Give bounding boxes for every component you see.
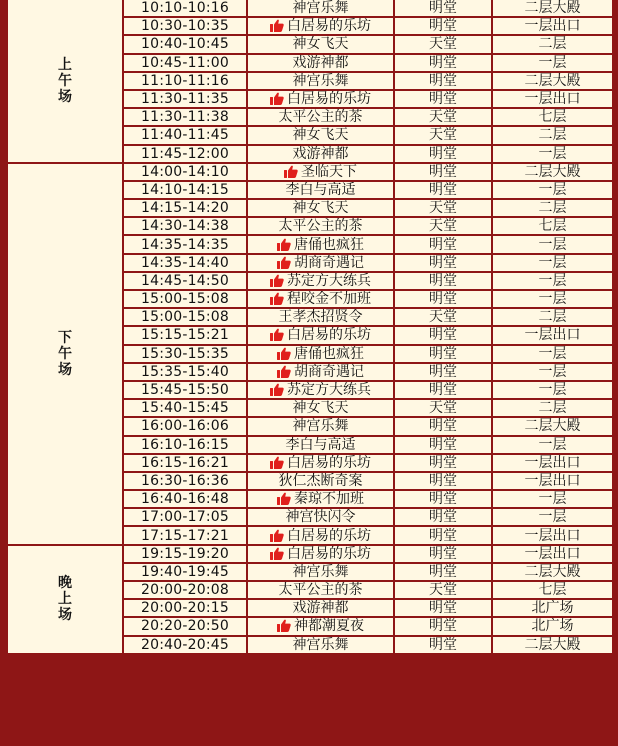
time-cell: 19:40-19:45 xyxy=(123,563,247,581)
show-name: 苏定方大练兵 xyxy=(287,382,371,399)
location-cell: 一层 xyxy=(492,381,613,399)
show-name: 胡商奇遇记 xyxy=(294,363,364,380)
location-cell: 七层 xyxy=(492,108,613,126)
show-cell xyxy=(247,272,394,290)
time-cell: 15:35-15:40 xyxy=(123,363,247,381)
show-name: 神宫快闪令 xyxy=(285,509,356,526)
thumbs-up-icon xyxy=(270,383,284,396)
location-cell: 二层大殿 xyxy=(492,163,613,181)
hall-cell: 明堂 xyxy=(394,381,492,399)
hall-cell: 明堂 xyxy=(394,345,492,363)
hall-cell: 明堂 xyxy=(394,181,492,199)
location-cell: 一层出口 xyxy=(492,472,613,490)
show-name: 唐俑也疯狂 xyxy=(294,236,364,253)
show-name: 戏游神都 xyxy=(292,54,349,71)
time-cell: 11:40-11:45 xyxy=(123,126,247,144)
show-cell xyxy=(247,563,394,581)
time-cell: 15:30-15:35 xyxy=(123,345,247,363)
show-cell xyxy=(247,90,394,108)
location-cell: 一层出口 xyxy=(492,545,613,563)
time-cell: 14:35-14:40 xyxy=(123,254,247,272)
hall-cell: 明堂 xyxy=(394,90,492,108)
show-name: 太平公主的茶 xyxy=(278,218,363,235)
show-name: 秦琼不加班 xyxy=(294,491,364,508)
show-name: 神宫乐舞 xyxy=(292,418,349,435)
hall-cell: 明堂 xyxy=(394,163,492,181)
show-name: 神宫乐舞 xyxy=(292,72,349,89)
location-cell: 一层 xyxy=(492,181,613,199)
location-cell: 一层出口 xyxy=(492,454,613,472)
location-cell: 一层 xyxy=(492,345,613,363)
location-cell: 二层 xyxy=(492,399,613,417)
hall-cell: 明堂 xyxy=(394,472,492,490)
show-name: 神女飞天 xyxy=(292,127,349,144)
location-cell: 二层大殿 xyxy=(492,0,613,17)
show-name: 戏游神都 xyxy=(292,145,349,162)
location-cell: 一层 xyxy=(492,490,613,508)
hall-cell: 明堂 xyxy=(394,599,492,617)
thumbs-up-icon xyxy=(277,619,291,632)
show-cell xyxy=(247,417,394,435)
time-cell: 20:00-20:15 xyxy=(123,599,247,617)
show-cell xyxy=(247,636,394,654)
hall-cell: 明堂 xyxy=(394,563,492,581)
time-cell: 16:00-16:06 xyxy=(123,417,247,435)
time-cell: 11:45-12:00 xyxy=(123,145,247,163)
hall-cell: 明堂 xyxy=(394,326,492,344)
time-cell: 14:35-14:35 xyxy=(123,235,247,253)
time-cell: 14:30-14:38 xyxy=(123,217,247,235)
time-cell: 14:45-14:50 xyxy=(123,272,247,290)
location-cell: 二层 xyxy=(492,126,613,144)
thumbs-up-icon xyxy=(277,492,291,505)
show-cell xyxy=(247,181,394,199)
time-cell: 10:30-10:35 xyxy=(123,17,247,35)
time-cell: 14:10-14:15 xyxy=(123,181,247,199)
time-cell: 15:40-15:45 xyxy=(123,399,247,417)
hall-cell: 明堂 xyxy=(394,0,492,17)
show-cell xyxy=(247,599,394,617)
hall-cell: 明堂 xyxy=(394,490,492,508)
thumbs-up-icon xyxy=(270,529,284,542)
show-name: 神宫乐舞 xyxy=(292,636,349,653)
thumbs-up-icon xyxy=(284,165,298,178)
show-name: 神女飞天 xyxy=(292,400,349,417)
location-cell: 一层出口 xyxy=(492,526,613,544)
hall-cell: 明堂 xyxy=(394,436,492,454)
show-name: 神女飞天 xyxy=(292,200,349,217)
location-cell: 一层 xyxy=(492,508,613,526)
hall-cell: 明堂 xyxy=(394,145,492,163)
thumbs-up-icon xyxy=(270,292,284,305)
time-cell: 11:10-11:16 xyxy=(123,72,247,90)
time-cell: 15:00-15:08 xyxy=(123,290,247,308)
show-name: 白居易的乐坊 xyxy=(287,527,371,544)
location-cell: 一层出口 xyxy=(492,326,613,344)
time-cell: 20:40-20:45 xyxy=(123,636,247,654)
time-cell: 15:45-15:50 xyxy=(123,381,247,399)
show-cell xyxy=(247,436,394,454)
time-cell: 20:00-20:08 xyxy=(123,581,247,599)
schedule-table xyxy=(6,0,614,655)
thumbs-up-icon xyxy=(277,347,291,360)
time-cell: 17:00-17:05 xyxy=(123,508,247,526)
show-cell xyxy=(247,381,394,399)
thumbs-up-icon xyxy=(270,19,284,32)
hall-cell: 明堂 xyxy=(394,54,492,72)
show-cell xyxy=(247,199,394,217)
hall-cell: 明堂 xyxy=(394,417,492,435)
show-cell xyxy=(247,399,394,417)
show-cell xyxy=(247,254,394,272)
show-name: 圣临天下 xyxy=(301,163,357,180)
show-name: 李白与高适 xyxy=(285,181,356,198)
hall-cell: 明堂 xyxy=(394,526,492,544)
show-cell xyxy=(247,581,394,599)
hall-cell: 明堂 xyxy=(394,272,492,290)
session-label-char: 场 xyxy=(58,88,72,105)
location-cell: 一层出口 xyxy=(492,90,613,108)
time-cell: 20:20-20:50 xyxy=(123,617,247,635)
hall-cell: 明堂 xyxy=(394,454,492,472)
location-cell: 二层大殿 xyxy=(492,417,613,435)
location-cell: 一层 xyxy=(492,290,613,308)
session-label-char: 上 xyxy=(58,56,72,73)
show-cell xyxy=(247,17,394,35)
location-cell: 北广场 xyxy=(492,599,613,617)
show-name: 程咬金不加班 xyxy=(287,291,371,308)
show-name: 苏定方大练兵 xyxy=(287,272,371,289)
time-cell: 14:15-14:20 xyxy=(123,199,247,217)
show-cell xyxy=(247,363,394,381)
table-row xyxy=(7,0,613,17)
hall-cell: 天堂 xyxy=(394,199,492,217)
show-name: 戏游神都 xyxy=(292,600,349,617)
location-cell: 二层大殿 xyxy=(492,636,613,654)
show-cell xyxy=(247,0,394,17)
location-cell: 一层 xyxy=(492,54,613,72)
hall-cell: 明堂 xyxy=(394,617,492,635)
time-cell: 17:15-17:21 xyxy=(123,526,247,544)
location-cell: 二层大殿 xyxy=(492,72,613,90)
location-cell: 一层 xyxy=(492,235,613,253)
hall-cell: 明堂 xyxy=(394,363,492,381)
time-cell: 19:15-19:20 xyxy=(123,545,247,563)
location-cell: 一层 xyxy=(492,436,613,454)
hall-cell: 天堂 xyxy=(394,399,492,417)
hall-cell: 明堂 xyxy=(394,254,492,272)
time-cell: 16:40-16:48 xyxy=(123,490,247,508)
show-cell xyxy=(247,54,394,72)
show-cell xyxy=(247,235,394,253)
time-cell: 10:10-10:16 xyxy=(123,0,247,17)
time-cell: 16:15-16:21 xyxy=(123,454,247,472)
show-cell xyxy=(247,145,394,163)
hall-cell: 明堂 xyxy=(394,290,492,308)
table-row xyxy=(7,163,613,181)
show-name: 白居易的乐坊 xyxy=(287,454,371,471)
hall-cell: 天堂 xyxy=(394,108,492,126)
session-label xyxy=(7,545,123,654)
location-cell: 二层 xyxy=(492,35,613,53)
location-cell: 一层 xyxy=(492,254,613,272)
time-cell: 11:30-11:35 xyxy=(123,90,247,108)
show-cell xyxy=(247,508,394,526)
thumbs-up-icon xyxy=(270,274,284,287)
table-row xyxy=(7,545,613,563)
hall-cell: 天堂 xyxy=(394,308,492,326)
time-cell: 10:40-10:45 xyxy=(123,35,247,53)
show-cell xyxy=(247,217,394,235)
time-cell: 15:15-15:21 xyxy=(123,326,247,344)
hall-cell: 明堂 xyxy=(394,636,492,654)
show-name: 白居易的乐坊 xyxy=(287,545,371,562)
hall-cell: 天堂 xyxy=(394,581,492,599)
time-cell: 10:45-11:00 xyxy=(123,54,247,72)
show-cell xyxy=(247,454,394,472)
thumbs-up-icon xyxy=(277,365,291,378)
show-name: 唐俑也疯狂 xyxy=(294,345,364,362)
session-label-char: 晚 xyxy=(58,575,72,592)
show-name: 白居易的乐坊 xyxy=(287,18,371,35)
show-cell xyxy=(247,526,394,544)
show-name: 胡商奇遇记 xyxy=(294,254,364,271)
time-cell: 11:30-11:38 xyxy=(123,108,247,126)
hall-cell: 天堂 xyxy=(394,35,492,53)
show-name: 太平公主的茶 xyxy=(278,582,363,599)
show-name: 神宫乐舞 xyxy=(292,563,349,580)
show-cell xyxy=(247,163,394,181)
show-cell xyxy=(247,472,394,490)
session-label-char: 场 xyxy=(58,361,72,378)
location-cell: 七层 xyxy=(492,217,613,235)
location-cell: 一层 xyxy=(492,145,613,163)
location-cell: 二层 xyxy=(492,308,613,326)
time-cell: 16:30-16:36 xyxy=(123,472,247,490)
show-cell xyxy=(247,545,394,563)
session-label-char: 上 xyxy=(58,591,72,608)
thumbs-up-icon xyxy=(270,456,284,469)
show-name: 太平公主的茶 xyxy=(278,109,363,126)
time-cell: 15:00-15:08 xyxy=(123,308,247,326)
hall-cell: 明堂 xyxy=(394,508,492,526)
thumbs-up-icon xyxy=(277,256,291,269)
hall-cell: 明堂 xyxy=(394,72,492,90)
session-label-char: 午 xyxy=(58,345,72,362)
show-name: 神女飞天 xyxy=(292,36,349,53)
show-name: 狄仁杰断奇案 xyxy=(278,472,363,489)
session-label xyxy=(7,0,123,163)
show-cell xyxy=(247,490,394,508)
show-name: 神都潮夏夜 xyxy=(294,618,364,635)
location-cell: 二层大殿 xyxy=(492,563,613,581)
hall-cell: 天堂 xyxy=(394,126,492,144)
show-name: 神宫乐舞 xyxy=(292,0,349,17)
thumbs-up-icon xyxy=(270,328,284,341)
show-name: 李白与高适 xyxy=(285,436,356,453)
session-label-char: 场 xyxy=(58,607,72,624)
session-label-char: 午 xyxy=(58,72,72,89)
thumbs-up-icon xyxy=(270,547,284,560)
location-cell: 七层 xyxy=(492,581,613,599)
show-cell xyxy=(247,345,394,363)
session-label xyxy=(7,163,123,545)
show-cell xyxy=(247,108,394,126)
hall-cell: 明堂 xyxy=(394,235,492,253)
show-cell xyxy=(247,126,394,144)
location-cell: 二层 xyxy=(492,199,613,217)
location-cell: 北广场 xyxy=(492,617,613,635)
thumbs-up-icon xyxy=(270,92,284,105)
show-cell xyxy=(247,617,394,635)
show-name: 王孝杰招贤令 xyxy=(278,309,363,326)
show-name: 白居易的乐坊 xyxy=(287,91,371,108)
show-cell xyxy=(247,290,394,308)
thumbs-up-icon xyxy=(277,238,291,251)
show-cell xyxy=(247,72,394,90)
location-cell: 一层出口 xyxy=(492,17,613,35)
session-label-char: 下 xyxy=(58,329,72,346)
time-cell: 16:10-16:15 xyxy=(123,436,247,454)
location-cell: 一层 xyxy=(492,272,613,290)
show-cell xyxy=(247,35,394,53)
hall-cell: 天堂 xyxy=(394,217,492,235)
time-cell: 14:00-14:10 xyxy=(123,163,247,181)
show-name: 白居易的乐坊 xyxy=(287,327,371,344)
show-cell xyxy=(247,326,394,344)
hall-cell: 明堂 xyxy=(394,545,492,563)
location-cell: 一层 xyxy=(492,363,613,381)
show-cell xyxy=(247,308,394,326)
hall-cell: 明堂 xyxy=(394,17,492,35)
